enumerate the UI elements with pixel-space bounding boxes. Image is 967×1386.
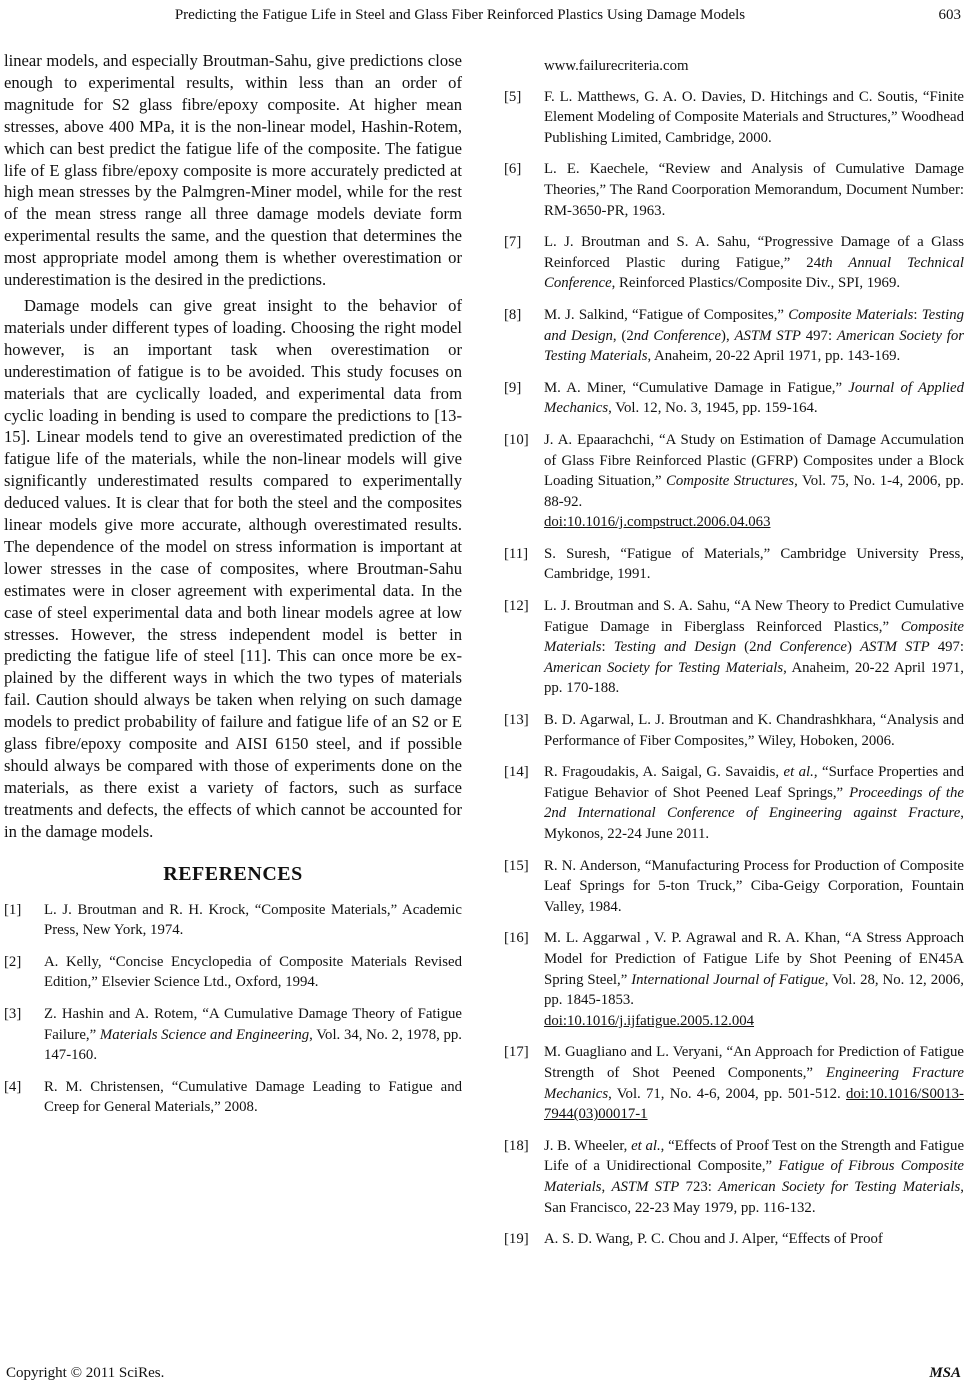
running-title: Predicting the Fatigue Life in Steel and Glass Fiber Reinforced Plastics Using Damage Models: [174, 7, 746, 23]
reference-number: [3]: [4, 1006, 22, 1022]
reference-text: ): [846, 639, 860, 656]
reference-item: [504, 710, 964, 751]
reference-text: M. A. Miner, “Cumulative Damage in Fatigue,”: [544, 379, 849, 396]
doi-link[interactable]: doi:10.1016/S0013-7944(03)00017-1: [544, 1085, 964, 1123]
reference-item: [504, 856, 964, 918]
reference-journal: ASTM STP: [611, 1178, 680, 1195]
reference-etal: et al.: [783, 764, 814, 781]
reference-journal: nd Conference: [756, 639, 847, 656]
reference-item: [504, 159, 964, 221]
reference-text: , (2: [612, 327, 634, 344]
reference-text: A. Kelly, “Concise Encyclopedia of Composite Materials Revised Edition,” Elsevier Science Ltd., Oxford, 1994.: [44, 953, 462, 991]
reference-number: [10]: [504, 431, 529, 448]
reference-text: , Vol. 34, No. 2, 1978, pp. 147-160.: [44, 1026, 462, 1064]
reference-item: [504, 928, 964, 1031]
reference-number: [2]: [4, 953, 22, 970]
reference-journal: Testing and Design: [613, 639, 737, 656]
reference-item: [4, 1077, 462, 1118]
reference-text: , Vol. 28, No. 12, 2006, pp. 1845-1853.: [544, 971, 965, 1009]
reference-etal: et al.: [631, 1137, 661, 1154]
reference-number: [6]: [504, 161, 522, 178]
reference-journal: Journal of Applied Mechanics: [544, 379, 964, 417]
references-heading: REFERENCES: [163, 862, 303, 885]
reference-text: (2: [736, 639, 757, 656]
reference-text: M. Guagliano and L. Veryani, “An Approach for Prediction of Fatigue Strength of Shot Peened Components,”: [544, 1044, 964, 1081]
reference-text: , Reinforced Plastics/Composite Div., SPI, 1969.: [611, 275, 901, 292]
reference-item: [504, 305, 964, 367]
reference-item: [504, 544, 964, 585]
reference-text: , “Surface Properties and Fatigue Behavior of Shot Peened Leaf Springs,”: [544, 764, 964, 801]
reference-item: [504, 1042, 964, 1124]
reference-text: , “Effects of Proof Test on the Strength and Fatigue Life of a Unidirectional Composite,”: [544, 1137, 965, 1175]
reference-text: R. N. Anderson, “Manufacturing Process for Production of Composite Leaf Springs for 5-ton Truck,” Ciba-Geigy Corporation, Fountain Valley, 1984.: [544, 857, 964, 915]
reference-text: , Vol. 75, No. 1-4, 2006, pp. 88-92.: [544, 473, 964, 510]
reference-text: , Anaheim, 20-22 April 1971, pp. 170-188.: [544, 659, 964, 697]
reference-item: [4, 1004, 462, 1066]
reference-continuation: [504, 56, 964, 77]
reference-text: 497:: [800, 327, 837, 344]
reference-journal: ASTM STP: [734, 327, 801, 344]
reference-journal: American Society for Testing Materials: [544, 659, 784, 676]
reference-item: [504, 378, 964, 419]
reference-item: [504, 1229, 964, 1250]
reference-number: [19]: [504, 1231, 529, 1248]
reference-text: 723:: [679, 1178, 719, 1195]
copyright-notice: Copyright © 2011 SciRes.: [6, 1365, 165, 1381]
reference-item: [504, 1136, 964, 1218]
reference-journal: Composite Materials: [788, 306, 914, 323]
reference-journal: Composite Structures: [666, 473, 795, 490]
reference-item: [504, 762, 964, 844]
page-number: 603: [938, 7, 961, 23]
reference-text: A. S. D. Wang, P. C. Chou and J. Alper, “Effects of Proof: [544, 1231, 883, 1248]
reference-text: B. D. Agarwal, L. J. Broutman and K. Chandrashkhara, “Analysis and Performance of Fiber Composites,” Wiley, Hoboken, 2006.: [544, 712, 964, 749]
reference-number: [9]: [504, 379, 522, 396]
reference-item: [4, 952, 462, 993]
doi-link[interactable]: doi:10.1016/j.compstruct.2006.04.063: [544, 514, 771, 531]
reference-text: R. M. Christensen, “Cumulative Damage Leading to Fatigue and Creep for General Materials,” 2008.: [44, 1078, 462, 1116]
reference-text: , San Francisco, 22-23 May 1979, pp. 116-132.: [544, 1178, 964, 1216]
reference-text: L. E. Kaechele, “Review and Analysis of Cumulative Damage Theories,” The Rand Coorporation Memorandum, Document Number: RM-3650-PR, 1963.: [544, 161, 964, 219]
reference-text: :: [913, 306, 922, 323]
reference-journal: Composite Materials: [544, 618, 964, 656]
reference-number: [13]: [504, 712, 529, 729]
reference-conference: th Annual Technical Conference: [544, 254, 964, 292]
reference-text: S. Suresh, “Fatigue of Materials,” Cambridge University Press, Cambridge, 1991.: [544, 545, 964, 583]
reference-item: [504, 232, 964, 294]
reference-text: , Mykonos, 22-24 June 2011.: [544, 805, 964, 842]
reference-item: [504, 87, 964, 149]
reference-text: J. B. Wheeler,: [544, 1137, 632, 1154]
doi-link[interactable]: doi:10.1016/j.ijfatigue.2005.12.004: [544, 1012, 755, 1029]
reference-text: M. J. Salkind, “Fatigue of Composites,”: [544, 306, 789, 323]
reference-text: J. A. Epaarachchi, “A Study on Estimation of Damage Accumulation of Glass Fibre Reinforced Plastic (GFRP) Composites under a Block Loading Situation,”: [544, 431, 964, 490]
reference-number: [7]: [504, 234, 522, 251]
reference-text: :: [601, 639, 614, 656]
reference-journal: ASTM STP: [859, 639, 930, 656]
reference-number: [16]: [504, 930, 529, 947]
reference-number: [18]: [504, 1137, 529, 1154]
reference-item: [504, 596, 964, 699]
reference-text: ,: [601, 1178, 612, 1195]
reference-text: L. J. Broutman and S. A. Sahu, “A New Theory to Predict Cumulative Fatigue Damage in Fiberglass Reinforced Plastics,”: [544, 598, 964, 635]
reference-text: , Vol. 71, No. 4-6, 2004, pp. 501-512.: [608, 1085, 847, 1102]
reference-text: F. L. Matthews, G. A. O. Davies, D. Hitchings and C. Soutis, “Finite Element Modeling of Composite Materials and Structures,” Woodhead Publishing Limited, Cambridge, 2000.: [544, 88, 964, 146]
reference-number: [5]: [504, 88, 522, 105]
reference-number: [4]: [4, 1078, 22, 1095]
reference-text: , Vol. 12, No. 3, 1945, pp. 159-164.: [608, 400, 818, 417]
reference-list: [504, 56, 964, 1250]
reference-journal: Materials Science and Engineering: [99, 1026, 310, 1043]
reference-journal: Engineering Fracture Mechanics: [544, 1064, 964, 1102]
reference-number: [8]: [504, 306, 522, 323]
reference-text: L. J. Broutman and S. A. Sahu, “Progressive Damage of a Glass Reinforced Plastic during Fatigue,” 24: [544, 234, 964, 271]
page-footer: [0, 1362, 967, 1384]
reference-journal: nd Conference: [633, 327, 722, 344]
reference-text: 497:: [929, 639, 964, 656]
reference-number: [17]: [504, 1044, 529, 1061]
reference-number: [14]: [504, 764, 529, 781]
reference-text: L. J. Broutman and R. H. Krock, “Composite Materials,” Academic Press, New York, 1974.: [44, 901, 462, 939]
reference-journal: International Journal of Fatigue: [631, 971, 825, 988]
right-column: [504, 56, 964, 1261]
reference-text: M. L. Aggarwal , V. P. Agrawal and R. A. Khan, “A Stress Approach Model for Prediction of Fatigue Life by Shot Peening of EN45A Spring Steel,”: [544, 930, 964, 988]
reference-item: [4, 900, 462, 941]
body-paragraph: linear models, and especially Broutman-Sahu, give predictions close enough to experimental results, within less than an order of magnitude for S2 glass fibre/epoxy composite. At higher mean stresses, above 400 MPa, it is the non-linear model, Hashin-Rotem, which can best predict the fatigue life of the composite. The fatigue life of E glass fibre/epoxy composite is more accurately predicted at high mean stresses by the Palmgren-Miner model, while for the rest of the mean stress range all three damage models deviate form experimental results the same, and the question that determines the most appropriate model among them is whether overestimation or underestimation is the desired in the predictions.: [4, 51, 462, 290]
left-column: [4, 50, 462, 1129]
body-paragraph: Damage models can give great insight to the behavior of materials under different types of loading. Choosing the right model however, is an important task when overestimation or underestimation of fatigue is to be avoided. This study focuses on materials that are cyclically loaded, and experimental data from cyclic loading in bending is used to compare the predictions to [13-15]. Linear models tend to give an overestimated prediction of the fatigue life of the materials, while the non-linear models will give significantly underestimated results compared to experimentally deduced values. It is clear that for both the steel and the composites linear models give more accurate, although overestimated results. The dependence of the model on stress information is important at lower stresses in the case of composites, where Broutman-Sahu estimates were in closer agreement with experimental data. In the case of steel experimental data and both linear models agree at low stresses. However, the stress independent model is better in predicting the fatigue life of steel [11]. This can once more be explained by the different ways in which the two types of materials fail. Caution should always be taken when relying on such damage models to predict probability of failure and fatigue life of an S2 or E glass fibre/epoxy composite and AISI 6150 steel, and if possible should always be compared with those of experiments done on the materials, as there exist a variety of factors, such as surface treatments and defects, the effects of which cannot be accounted for in the damage models.: [4, 295, 462, 841]
journal-abbreviation: MSA: [929, 1365, 961, 1381]
reference-number: [11]: [504, 545, 529, 562]
reference-number: [12]: [504, 598, 529, 615]
reference-text: Z. Hashin and A. Rotem, “A Cumulative Damage Theory of Fatigue Failure,”: [44, 1006, 462, 1043]
reference-journal: Proceedings of the 2nd International Conference of Engineering against Fracture: [544, 784, 964, 822]
reference-journal: Testing and Design: [544, 306, 964, 344]
running-header: [0, 0, 967, 30]
reference-number: [15]: [504, 857, 529, 874]
reference-url[interactable]: www.failurecriteria.com: [544, 58, 689, 74]
reference-journal: Fatigue of Fibrous Composite Materials: [544, 1158, 965, 1195]
reference-list: [4, 900, 462, 1118]
reference-item: [504, 430, 964, 533]
reference-journal: American Society for Testing Materials: [544, 327, 964, 365]
reference-text: R. Fragoudakis, A. Saigal, G. Savaidis,: [544, 764, 784, 781]
reference-text: ),: [721, 327, 735, 344]
reference-text: , Anaheim, 20-22 April 1971, pp. 143-169.: [647, 348, 901, 365]
reference-number: [1]: [4, 901, 22, 918]
reference-journal: American Society for Testing Materials: [718, 1178, 961, 1195]
